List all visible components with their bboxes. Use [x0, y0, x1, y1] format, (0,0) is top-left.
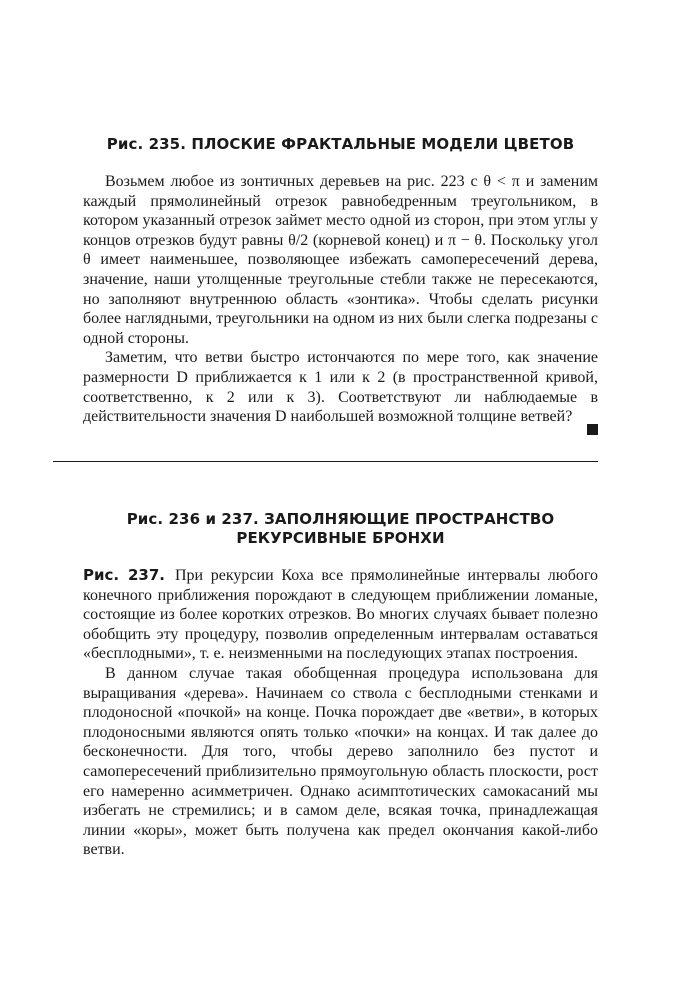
- section-divider: [53, 461, 598, 462]
- end-of-section-mark: [587, 424, 598, 435]
- section-236-237-heading: [83, 510, 598, 548]
- section-235-body: [83, 172, 598, 427]
- figure-label: Рис. 237.: [83, 566, 165, 584]
- heading-line-2: РЕКУРСИВНЫЕ БРОНХИ: [236, 529, 445, 547]
- paragraph-1-text: При рекурсии Коха все прямолинейные интервалы любого конечного приближения порождают в следующем приближении ломаные, состоящие из более коротких отрезков. Во многих случаях бывает полезно обобщить эту процедуру, позволив определенным интервалам оставаться «бесплодными», т. е. неизменными на последующих этапах построения.: [83, 567, 599, 663]
- section-235-paragraph-2: Заметим, что ветви быстро истончаются по мере того, как значение размерности D приближается к 1 или к 2 (в пространственной кривой, соответственно, к 2 или к 3). Соответствуют ли наблюдаемые в действительности значения D наибольшей возможной толщине ветвей?: [83, 349, 598, 426]
- section-235-paragraph-1: Возьмем любое из зонтичных деревьев на рис. 223 с θ < π и заменим каждый прямолинейный отрезок равнобедренным треугольником, в котором указанный отрезок займет место одной из сторон, при этом углы у концов отрезков будут равны θ/2 (корневой конец) и π − θ. Поскольку угол θ имеет наименьшее, позволяющее избежать самопересечений дерева, значение, наши утолщенные треугольные стебли также не пересекаются, но заполняют внутреннюю область «зонтика». Чтобы сделать рисунки более наглядными, треугольники на одном из них были слегка подрезаны с одной стороны.: [83, 173, 598, 347]
- section-237-paragraph-2: В данном случае такая обобщенная процедура использована для выращивания «дерева». Начинаем со ствола с бесплодными стенками и плодоносной «почкой» на конце. Почка порождает две «ветви», в которых плодоносными являются опять только «почки» на концах. И так далее до бесконечности. Для того, чтобы дерево заполнило без пустот и самопересечений приблизительно прямоугольную область плоскости, рост его намеренно асимметричен. Однако асимптотических самокасаний мы избегать не стремились; и в самом деле, всякая точка, принадлежащая линии «коры», может быть получена как предел окончания какой-либо ветви.: [83, 664, 598, 859]
- book-page: [83, 0, 598, 990]
- section-237-paragraph-1: [83, 566, 598, 664]
- section-235-heading: Рис. 235. ПЛОСКИЕ ФРАКТАЛЬНЫЕ МОДЕЛИ ЦВЕТОВ: [106, 135, 575, 153]
- section-237-body: [83, 566, 598, 860]
- heading-line-1: Рис. 236 и 237. ЗАПОЛНЯЮЩИЕ ПРОСТРАНСТВО: [126, 510, 555, 528]
